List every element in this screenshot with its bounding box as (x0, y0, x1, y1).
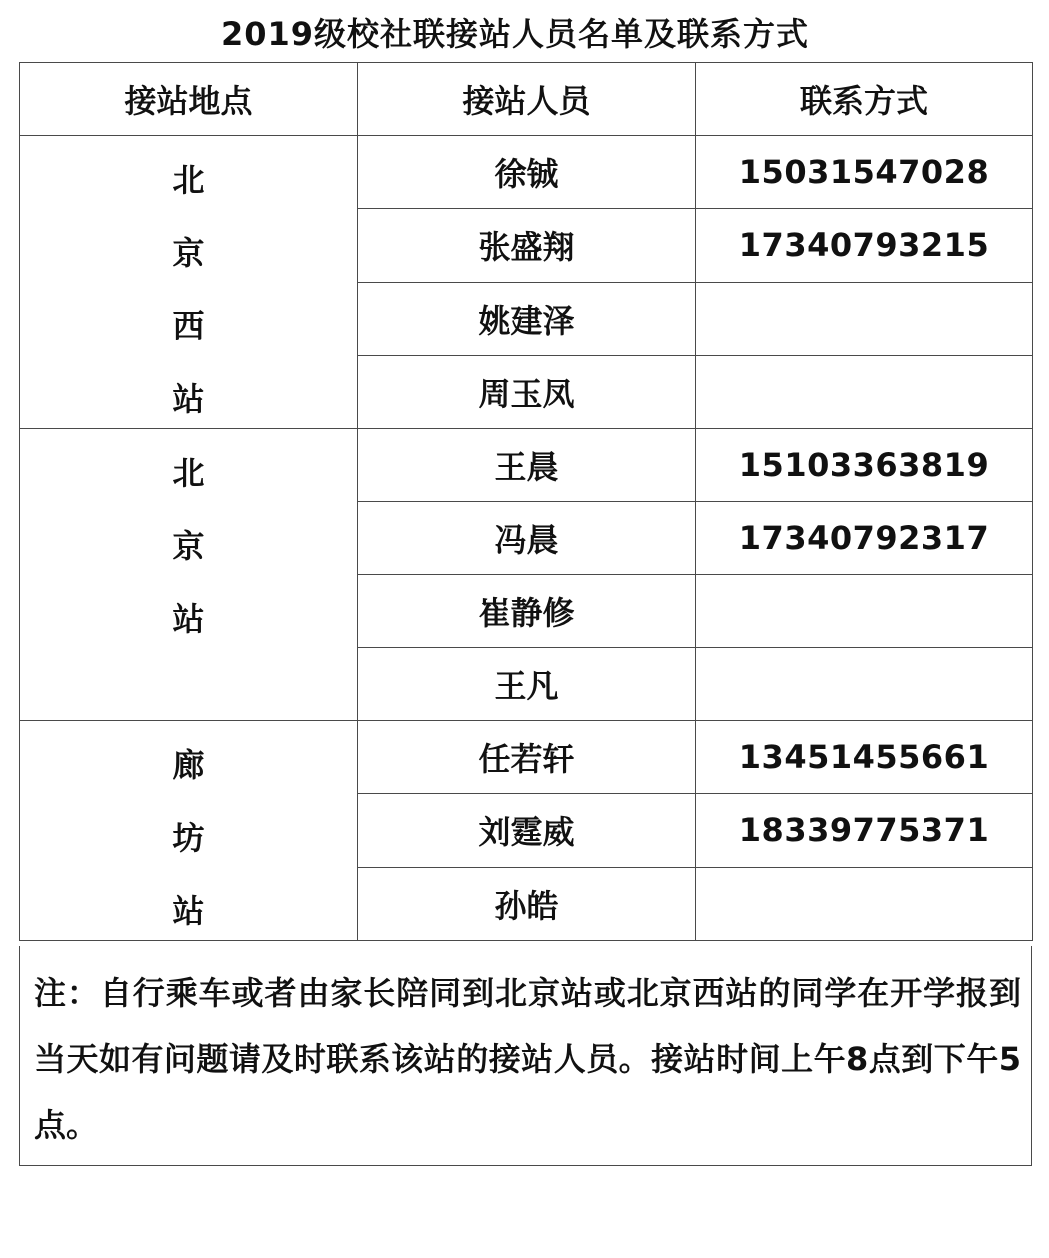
staff-name-cell: 冯晨 (358, 502, 696, 575)
station-name-char: 西 (172, 307, 205, 345)
roster-body (20, 63, 1033, 941)
station-name-char: 坊 (172, 819, 205, 857)
station-name-char: 站 (172, 600, 205, 638)
station-name (20, 429, 357, 648)
header-location: 接站地点 (20, 63, 358, 136)
table-row (20, 721, 1033, 794)
station-name-char: 京 (172, 527, 205, 565)
note-text: 注：自行乘车或者由家长陪同到北京站或北京西站的同学在开学报到当天如有问题请及时联系该站的接站人员。接站时间上午8点到下午5点。 (19, 946, 1032, 1166)
station-name-char: 北 (172, 161, 205, 199)
staff-name-cell: 王凡 (358, 648, 696, 721)
station-cell (20, 429, 358, 721)
phone-number-cell: 17340792317 (696, 502, 1033, 575)
header-staff: 接站人员 (358, 63, 696, 136)
staff-name-cell: 王晨 (358, 429, 696, 502)
phone-number-cell (696, 282, 1033, 355)
phone-number-cell (696, 355, 1033, 428)
staff-name-cell: 徐铖 (358, 136, 696, 209)
station-cell (20, 721, 358, 941)
staff-name-cell: 张盛翔 (358, 209, 696, 282)
staff-name-cell: 孙皓 (358, 867, 696, 940)
station-name-char: 站 (172, 892, 205, 930)
station-cell (20, 136, 358, 429)
phone-number-cell: 15103363819 (696, 429, 1033, 502)
staff-name-cell: 姚建泽 (358, 282, 696, 355)
phone-number-cell: 17340793215 (696, 209, 1033, 282)
table-header-row (20, 63, 1033, 136)
phone-number-cell: 18339775371 (696, 794, 1033, 867)
phone-number-cell (696, 648, 1033, 721)
staff-name-cell: 任若轩 (358, 721, 696, 794)
station-name (20, 136, 357, 428)
station-name-char: 廊 (172, 746, 205, 784)
staff-name-cell: 周玉凤 (358, 355, 696, 428)
station-name-char: 京 (172, 234, 205, 272)
document-title: 2019级校社联接站人员名单及联系方式 (220, 15, 810, 53)
table-row (20, 136, 1033, 209)
staff-name-cell: 崔静修 (358, 575, 696, 648)
station-name (20, 721, 357, 940)
pickup-roster-table (19, 62, 1033, 941)
phone-number-cell: 15031547028 (696, 136, 1033, 209)
header-contact: 联系方式 (696, 63, 1033, 136)
phone-number-cell: 13451455661 (696, 721, 1033, 794)
phone-number-cell (696, 575, 1033, 648)
staff-name-cell: 刘霆威 (358, 794, 696, 867)
phone-number-cell (696, 867, 1033, 940)
station-name-char: 北 (172, 454, 205, 492)
table-row (20, 429, 1033, 502)
station-name-char: 站 (172, 380, 205, 418)
